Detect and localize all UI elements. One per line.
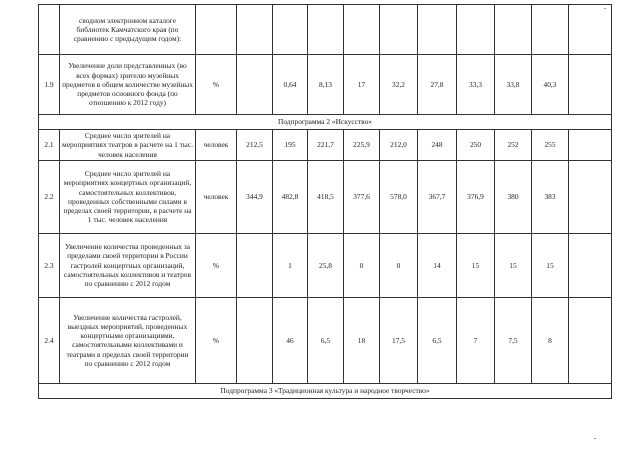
value-cell: 8 [532,297,569,383]
value-cell: 252 [495,130,532,161]
value-cell: 367,7 [418,160,457,233]
table-body [39,5,612,399]
table-row [39,160,612,233]
indicator-name: Среднее число зрителей на мероприятиях театров в расчете на 1 тыс. человек населения [60,130,196,161]
value-cell [569,233,612,297]
value-cell: 8,13 [308,55,344,115]
value-cell: 17,5 [380,297,418,383]
value-cell: 14 [418,233,457,297]
value-cell [569,297,612,383]
unit-cell: человек [196,130,237,161]
value-cell [237,55,273,115]
value-cell: 418,5 [308,160,344,233]
value-cell: 0 [380,233,418,297]
indicator-name: сводном электронном каталоге библиотек Камчатского края (по сравнению с предыдущим годом): [60,5,196,55]
value-cell [569,160,612,233]
value-cell: 6,5 [418,297,457,383]
value-cell: 46 [273,297,308,383]
row-number [39,5,60,55]
row-number: 2.4 [39,297,60,383]
value-cell: 225,9 [344,130,380,161]
value-cell [237,297,273,383]
value-cell [495,5,532,55]
value-cell: 250 [457,130,495,161]
table-row [39,5,612,55]
value-cell: 255 [532,130,569,161]
indicator-name: Среднее число зрителей на мероприятиях концертных организаций, самостоятельных коллективов, проведенных собственными силами в пределах своей территории, в расчете на 1 тыс. человек населения [60,160,196,233]
unit-cell: % [196,55,237,115]
value-cell: 380 [495,160,532,233]
value-cell [344,5,380,55]
value-cell: 212,5 [237,130,273,161]
table-row [39,297,612,383]
value-cell [418,5,457,55]
subprogram-title: Подпрограмма 3 «Традиционная культура и народное творчество» [39,383,612,398]
value-cell: 15 [495,233,532,297]
value-cell: 40,3 [532,55,569,115]
row-number: 2.3 [39,233,60,297]
value-cell: 0 [344,233,380,297]
value-cell [569,130,612,161]
value-cell: 482,8 [273,160,308,233]
row-number: 1.9 [39,55,60,115]
indicator-name: Увеличение количества проведенных за пределами своей территории в России гастролей концертных организаций, самостоятельных коллективов и театров по сравнению с 2012 годом [60,233,196,297]
value-cell: 25,8 [308,233,344,297]
indicator-name: Увеличение доли представленных (во всех формах) зрителю музейных предметов в общем количестве музейных предметов основного фонда (по отношению к 2012 году) [60,55,196,115]
value-cell: 221,7 [308,130,344,161]
value-cell [380,5,418,55]
value-cell [308,5,344,55]
unit-cell [196,5,237,55]
indicator-name: Увеличение количества гастролей, выездных мероприятий, проведенных концертными организациями, самостоятельными коллективами и театрами в пределах своей территории по сравнению с 2012 годом [60,297,196,383]
subprogram-row [39,383,612,398]
value-cell: 7,5 [495,297,532,383]
value-cell: 578,0 [380,160,418,233]
value-cell: 17 [344,55,380,115]
value-cell: 248 [418,130,457,161]
value-cell [237,5,273,55]
value-cell: 0,64 [273,55,308,115]
indicators-table [38,4,612,399]
value-cell [532,5,569,55]
value-cell [273,5,308,55]
value-cell [457,5,495,55]
value-cell: 32,2 [380,55,418,115]
value-cell: 6,5 [308,297,344,383]
scan-speck [594,438,596,439]
subprogram-title: Подпрограмма 2 «Искусство» [39,115,612,130]
value-cell: 212,0 [380,130,418,161]
value-cell: 15 [457,233,495,297]
value-cell: 15 [532,233,569,297]
table-row [39,233,612,297]
unit-cell: % [196,233,237,297]
value-cell: 383 [532,160,569,233]
value-cell: 27,8 [418,55,457,115]
value-cell: 377,6 [344,160,380,233]
unit-cell: человек [196,160,237,233]
row-number: 2.2 [39,160,60,233]
scan-speck [604,8,606,9]
value-cell: 33,8 [495,55,532,115]
value-cell: 18 [344,297,380,383]
table-row [39,130,612,161]
value-cell: 33,3 [457,55,495,115]
row-number: 2.1 [39,130,60,161]
value-cell [237,233,273,297]
table-row [39,55,612,115]
value-cell [569,55,612,115]
subprogram-row [39,115,612,130]
unit-cell: % [196,297,237,383]
value-cell: 1 [273,233,308,297]
value-cell: 7 [457,297,495,383]
value-cell: 344,9 [237,160,273,233]
value-cell [569,5,612,55]
value-cell: 195 [273,130,308,161]
value-cell: 376,9 [457,160,495,233]
